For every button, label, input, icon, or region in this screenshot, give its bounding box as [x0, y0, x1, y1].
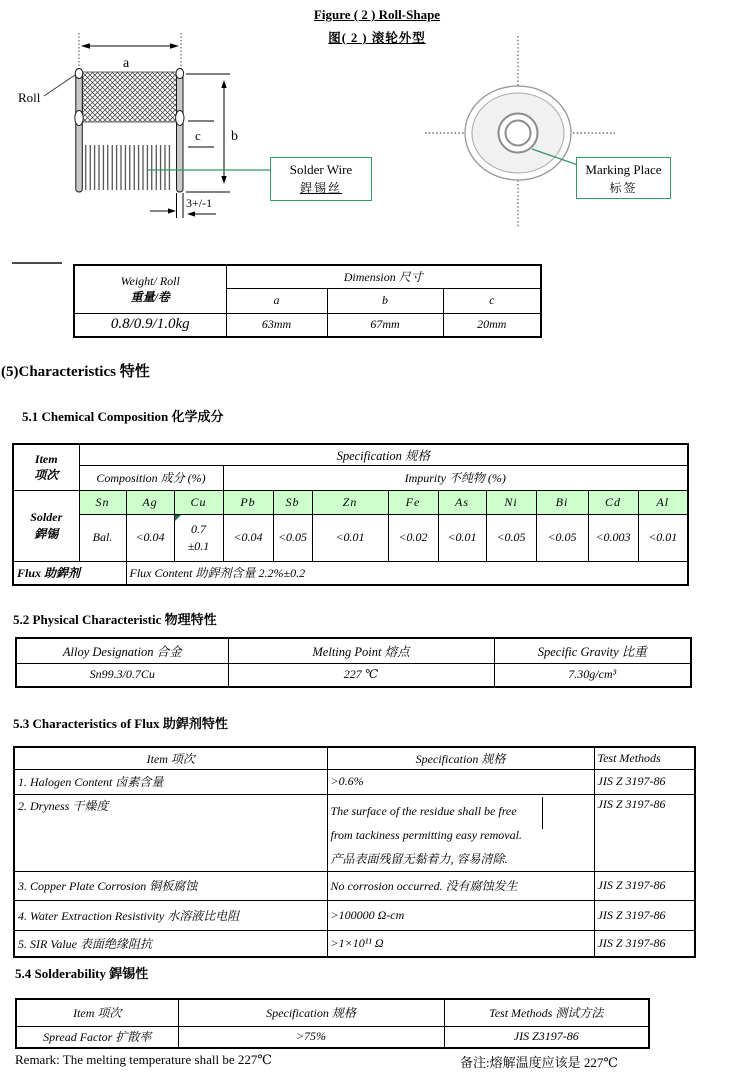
element-header-fe: Fe — [388, 490, 438, 514]
value-ni: <0.05 — [486, 514, 536, 561]
dimension-col-c: c — [443, 288, 541, 313]
flange-pin-mid-left — [75, 111, 83, 126]
dimension-b — [186, 74, 238, 192]
chem-solder-row-header — [13, 490, 79, 561]
spread-factor-item: Spread Factor 扩散率 — [16, 1026, 178, 1048]
chem-composition-header: Composition 成分 (%) — [79, 465, 223, 490]
value-pb: <0.04 — [223, 514, 273, 561]
flange-dim-label: 3+/-1 — [186, 196, 213, 210]
dimension-c — [188, 121, 214, 147]
roll-flange-right — [177, 70, 184, 192]
section-chemical: 5.1 Chemical Composition 化学成分 — [22, 409, 224, 424]
flux-row5-method: JIS Z 3197-86 — [594, 930, 695, 957]
element-header-zn: Zn — [312, 490, 388, 514]
section-solderability: 5.4 Solderability 銲锡性 — [15, 966, 149, 981]
remark-zh: 备注:熔解温度应该是 227℃ — [460, 1055, 618, 1070]
roll-weight-dimension-table — [73, 264, 542, 338]
element-header-sn: Sn — [79, 490, 126, 514]
flux-row4-spec: >100000 Ω-cm — [327, 900, 594, 930]
element-header-cu: Cu — [174, 490, 223, 514]
figure-title-en: Figure ( 2 ) Roll-Shape — [313, 7, 441, 22]
remark-en: Remark: The melting temperature shall be 227℃ — [15, 1052, 272, 1067]
flux-row2-method: JIS Z 3197-86 — [594, 794, 695, 871]
marking-place-callout — [576, 157, 671, 199]
flux-row5-item: 5. SIR Value 表面绝缘阻抗 — [14, 930, 327, 957]
page-edge-line-artifact — [12, 262, 62, 264]
dimension-a — [79, 33, 181, 72]
flux-row3-method: JIS Z 3197-86 — [594, 871, 695, 900]
cell-border-artifact — [542, 797, 543, 829]
figure-title-zh: 图( 2 ) 滚轮外型 — [328, 31, 426, 45]
flux-row4-method: JIS Z 3197-86 — [594, 900, 695, 930]
flange-pin-top-left — [75, 69, 83, 79]
table-row — [14, 871, 695, 900]
alloy-designation-header: Alloy Designation 合金 — [16, 638, 228, 663]
flux-row3-spec: No corrosion occurred. 没有腐蚀发生 — [327, 871, 594, 900]
value-cu-line2: ±0.1 — [187, 538, 210, 553]
flange-pin-top-right — [176, 69, 184, 79]
dim-a-label: a — [123, 56, 130, 71]
element-header-pb: Pb — [223, 490, 273, 514]
dim-b-label: b — [231, 129, 238, 144]
dimension-col-a: a — [226, 288, 327, 313]
solderability-item-header: Item 项次 — [16, 999, 178, 1026]
table-row — [14, 930, 695, 957]
value-fe: <0.02 — [388, 514, 438, 561]
chem-spec-header: Specification 规格 — [79, 444, 688, 465]
table-row — [14, 769, 695, 794]
chem-item-header-en: Item — [34, 452, 58, 467]
flux-row2-spec-line2: from tackiness permitting easy removal. — [330, 827, 522, 842]
value-al: <0.01 — [638, 514, 688, 561]
value-sb: <0.05 — [273, 514, 312, 561]
melting-point-value: 227 ℃ — [228, 663, 494, 687]
flux-row5-spec: >1×10¹¹ Ω — [327, 930, 594, 957]
marking-place-label-zh: 标签 — [609, 180, 638, 195]
element-header-bi: Bi — [536, 490, 588, 514]
wound-solder-area — [83, 72, 177, 122]
specific-gravity-value: 7.30g/cm³ — [494, 663, 691, 687]
flux-row4-item: 4. Water Extraction Resistivity 水溶液比电阻 — [14, 900, 327, 930]
solderability-spec-header: Specification 规格 — [178, 999, 444, 1026]
flux-row3-item: 3. Copper Plate Corrosion 铜板腐蚀 — [14, 871, 327, 900]
solderability-table — [15, 998, 650, 1049]
chem-solder-label-en: Solder — [30, 510, 63, 525]
table-row — [14, 900, 695, 930]
element-header-cd: Cd — [588, 490, 638, 514]
flux-row1-item: 1. Halogen Content 卤素含量 — [14, 769, 327, 794]
element-header-al: Al — [638, 490, 688, 514]
weight-roll-header-en: Weight/ Roll — [120, 274, 180, 289]
dimension-b-value: 67mm — [327, 313, 443, 337]
marking-place-label-en: Marking Place — [585, 162, 662, 177]
flux-row2-spec — [327, 794, 594, 871]
melting-point-header: Melting Point 熔点 — [228, 638, 494, 663]
spread-factor-method: JIS Z3197-86 — [444, 1026, 649, 1048]
solderability-method-header: Test Methods 测试方法 — [444, 999, 649, 1026]
alloy-designation-value: Sn99.3/0.7Cu — [16, 663, 228, 687]
weight-roll-header-cell — [74, 265, 226, 313]
value-ag: <0.04 — [126, 514, 174, 561]
solder-wire-callout — [270, 157, 372, 201]
dimension-col-b: b — [327, 288, 443, 313]
flux-row2-spec-line3: 产品表面残留无黏着力, 容易清除. — [330, 851, 508, 866]
dim-c-label: c — [195, 128, 201, 143]
element-header-as: As — [438, 490, 486, 514]
flux-characteristics-table — [13, 746, 696, 958]
flux-row-label: Flux 助銲剂 — [13, 561, 126, 585]
weight-value: 0.8/0.9/1.0kg — [74, 313, 226, 337]
element-header-sb: Sb — [273, 490, 312, 514]
dimension-flange — [150, 193, 216, 218]
flux-method-header: Test Methods — [594, 747, 695, 769]
flange-pin-mid-right — [176, 111, 184, 126]
dimension-a-value: 63mm — [226, 313, 327, 337]
roll-flange-left — [76, 70, 83, 192]
value-as: <0.01 — [438, 514, 486, 561]
dimension-header-cell: Dimension 尺寸 — [226, 265, 541, 288]
section-flux: 5.3 Characteristics of Flux 助銲剂特性 — [13, 716, 228, 731]
value-sn: Bal. — [79, 514, 126, 561]
table-row — [16, 1026, 649, 1048]
value-cu-line1: 0.7 — [191, 522, 206, 537]
roll-front-view-diagram — [408, 28, 673, 238]
roll-leader-line — [44, 75, 75, 96]
weight-roll-header-zh: 重量/卷 — [130, 290, 170, 305]
element-header-ni: Ni — [486, 490, 536, 514]
solder-wire-label-zh: 銲锡丝 — [299, 180, 342, 195]
dimension-c-value: 20mm — [443, 313, 541, 337]
value-bi: <0.05 — [536, 514, 588, 561]
chem-item-header-zh: 项次 — [34, 468, 59, 483]
flux-spec-header: Specification 规格 — [327, 747, 594, 769]
flux-row1-method: JIS Z 3197-86 — [594, 769, 695, 794]
specific-gravity-header: Specific Gravity 比重 — [494, 638, 691, 663]
value-cd: <0.003 — [588, 514, 638, 561]
hub-inner-ring — [506, 121, 531, 146]
flux-row2-spec-line1: The surface of the residue shall be free — [330, 803, 517, 818]
flux-row2-item: 2. Dryness 干燥度 — [14, 794, 327, 871]
flux-item-header: Item 项次 — [14, 747, 327, 769]
flux-content-value: Flux Content 助銲剂含量 2.2%±0.2 — [126, 561, 688, 585]
solder-wire-strands — [83, 145, 171, 190]
element-header-ag: Ag — [126, 490, 174, 514]
chem-item-header-cell — [13, 444, 79, 490]
physical-characteristic-table — [15, 637, 692, 688]
value-cu — [174, 514, 223, 561]
section-characteristics: (5)Characteristics 特性 — [1, 364, 150, 380]
table-row — [14, 794, 695, 871]
flux-row1-spec: >0.6% — [327, 769, 594, 794]
solder-wire-label-en: Solder Wire — [289, 162, 353, 177]
spread-factor-spec: >75% — [178, 1026, 444, 1048]
chem-impurity-header: Impurity 不纯物 (%) — [223, 465, 688, 490]
value-zn: <0.01 — [312, 514, 388, 561]
roll-label: Roll — [18, 90, 41, 105]
section-physical: 5.2 Physical Characteristic 物理特性 — [13, 612, 217, 627]
chemical-composition-table — [12, 443, 689, 586]
chem-solder-label-zh: 銲锡 — [34, 526, 59, 541]
